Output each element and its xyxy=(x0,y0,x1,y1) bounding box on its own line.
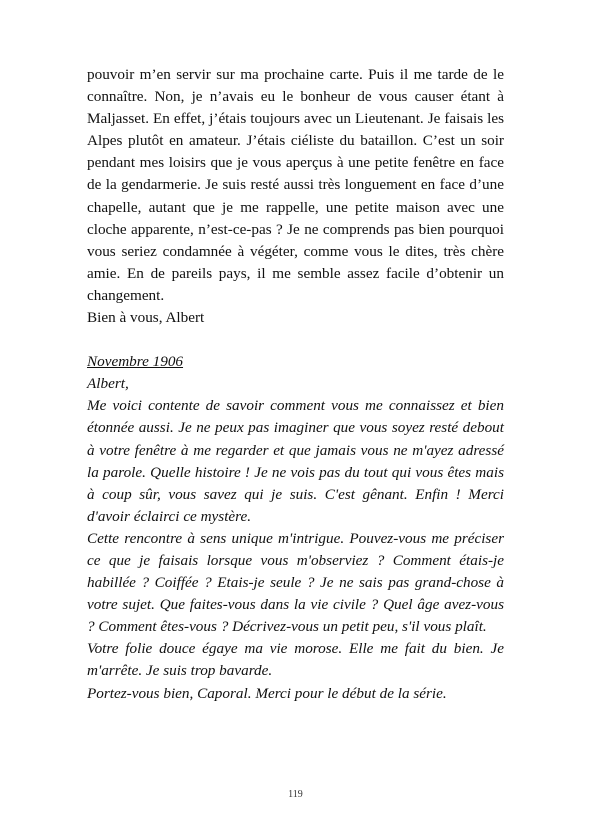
page-content xyxy=(87,64,504,705)
letter-date: Novembre 1906 xyxy=(87,353,184,371)
letter-paragraph-4: Portez-vous bien, Caporal. Merci pour le début de la série. xyxy=(87,684,447,702)
letter-paragraph-3: Votre folie douce égaye ma vie morose. Elle me fait du bien. Je m'arrête. Je suis trop bavarde. xyxy=(87,640,504,680)
section-spacer xyxy=(87,329,504,351)
page-number: 119 xyxy=(288,789,303,800)
letter-albert-body: pouvoir m’en servir sur ma prochaine carte. Puis il me tarde de le connaître. Non, je n’avais eu le bonheur de vous causer étant à Maljasset. En effet, j’étais toujours avec un Lieutenant. Je faisais les Alpes plutôt en amateur. J’étais ciéliste du bataillon. C’est un soir pendant mes loisirs que je vous aperçus à une petite fenêtre en face de la gendarmerie. Je suis resté aussi très longuement en face d’une chapelle, autant que je me rappelle, une petite maison avec une cloche apparente, n’est-ce-pas ? Je ne comprends pas bien pourquoi vous seriez condamnée à végéter, comme vous le dites, très chère amie. En de pareils pays, il me semble assez facile d’obtenir un changement. xyxy=(87,66,504,304)
letter-paragraph-2: Cette rencontre à sens unique m'intrigue. Pouvez-vous me préciser ce que je faisais lorsque vous m'observiez ? Comment étais-je habillée ? Coiffée ? Etais-je seule ? Je ne sais pas grand-chose à votre sujet. Que faites-vous dans la vie civile ? Quel âge avez-vous ? Comment êtes-vous ? Décrivez-vous un petit peu, s'il vous plaît. xyxy=(87,529,504,636)
letter-albert-signature: Bien à vous, Albert xyxy=(87,309,205,327)
letter-paragraph-1: Me voici contente de savoir comment vous me connaissez et bien étonnée aussi. Je ne peux pas imaginer que vous soyez resté debout à votre fenêtre à me regarder et que jamais vous ne m'ayez adressé la parole. Quelle histoire ! Je ne vois pas du tout qui vous êtes mais à coup sûr, vous savez qui je suis. C'est gênant. Enfin ! Merci d'avoir éclairci ce mystère. xyxy=(87,397,504,525)
letter-salutation: Albert, xyxy=(87,375,129,393)
